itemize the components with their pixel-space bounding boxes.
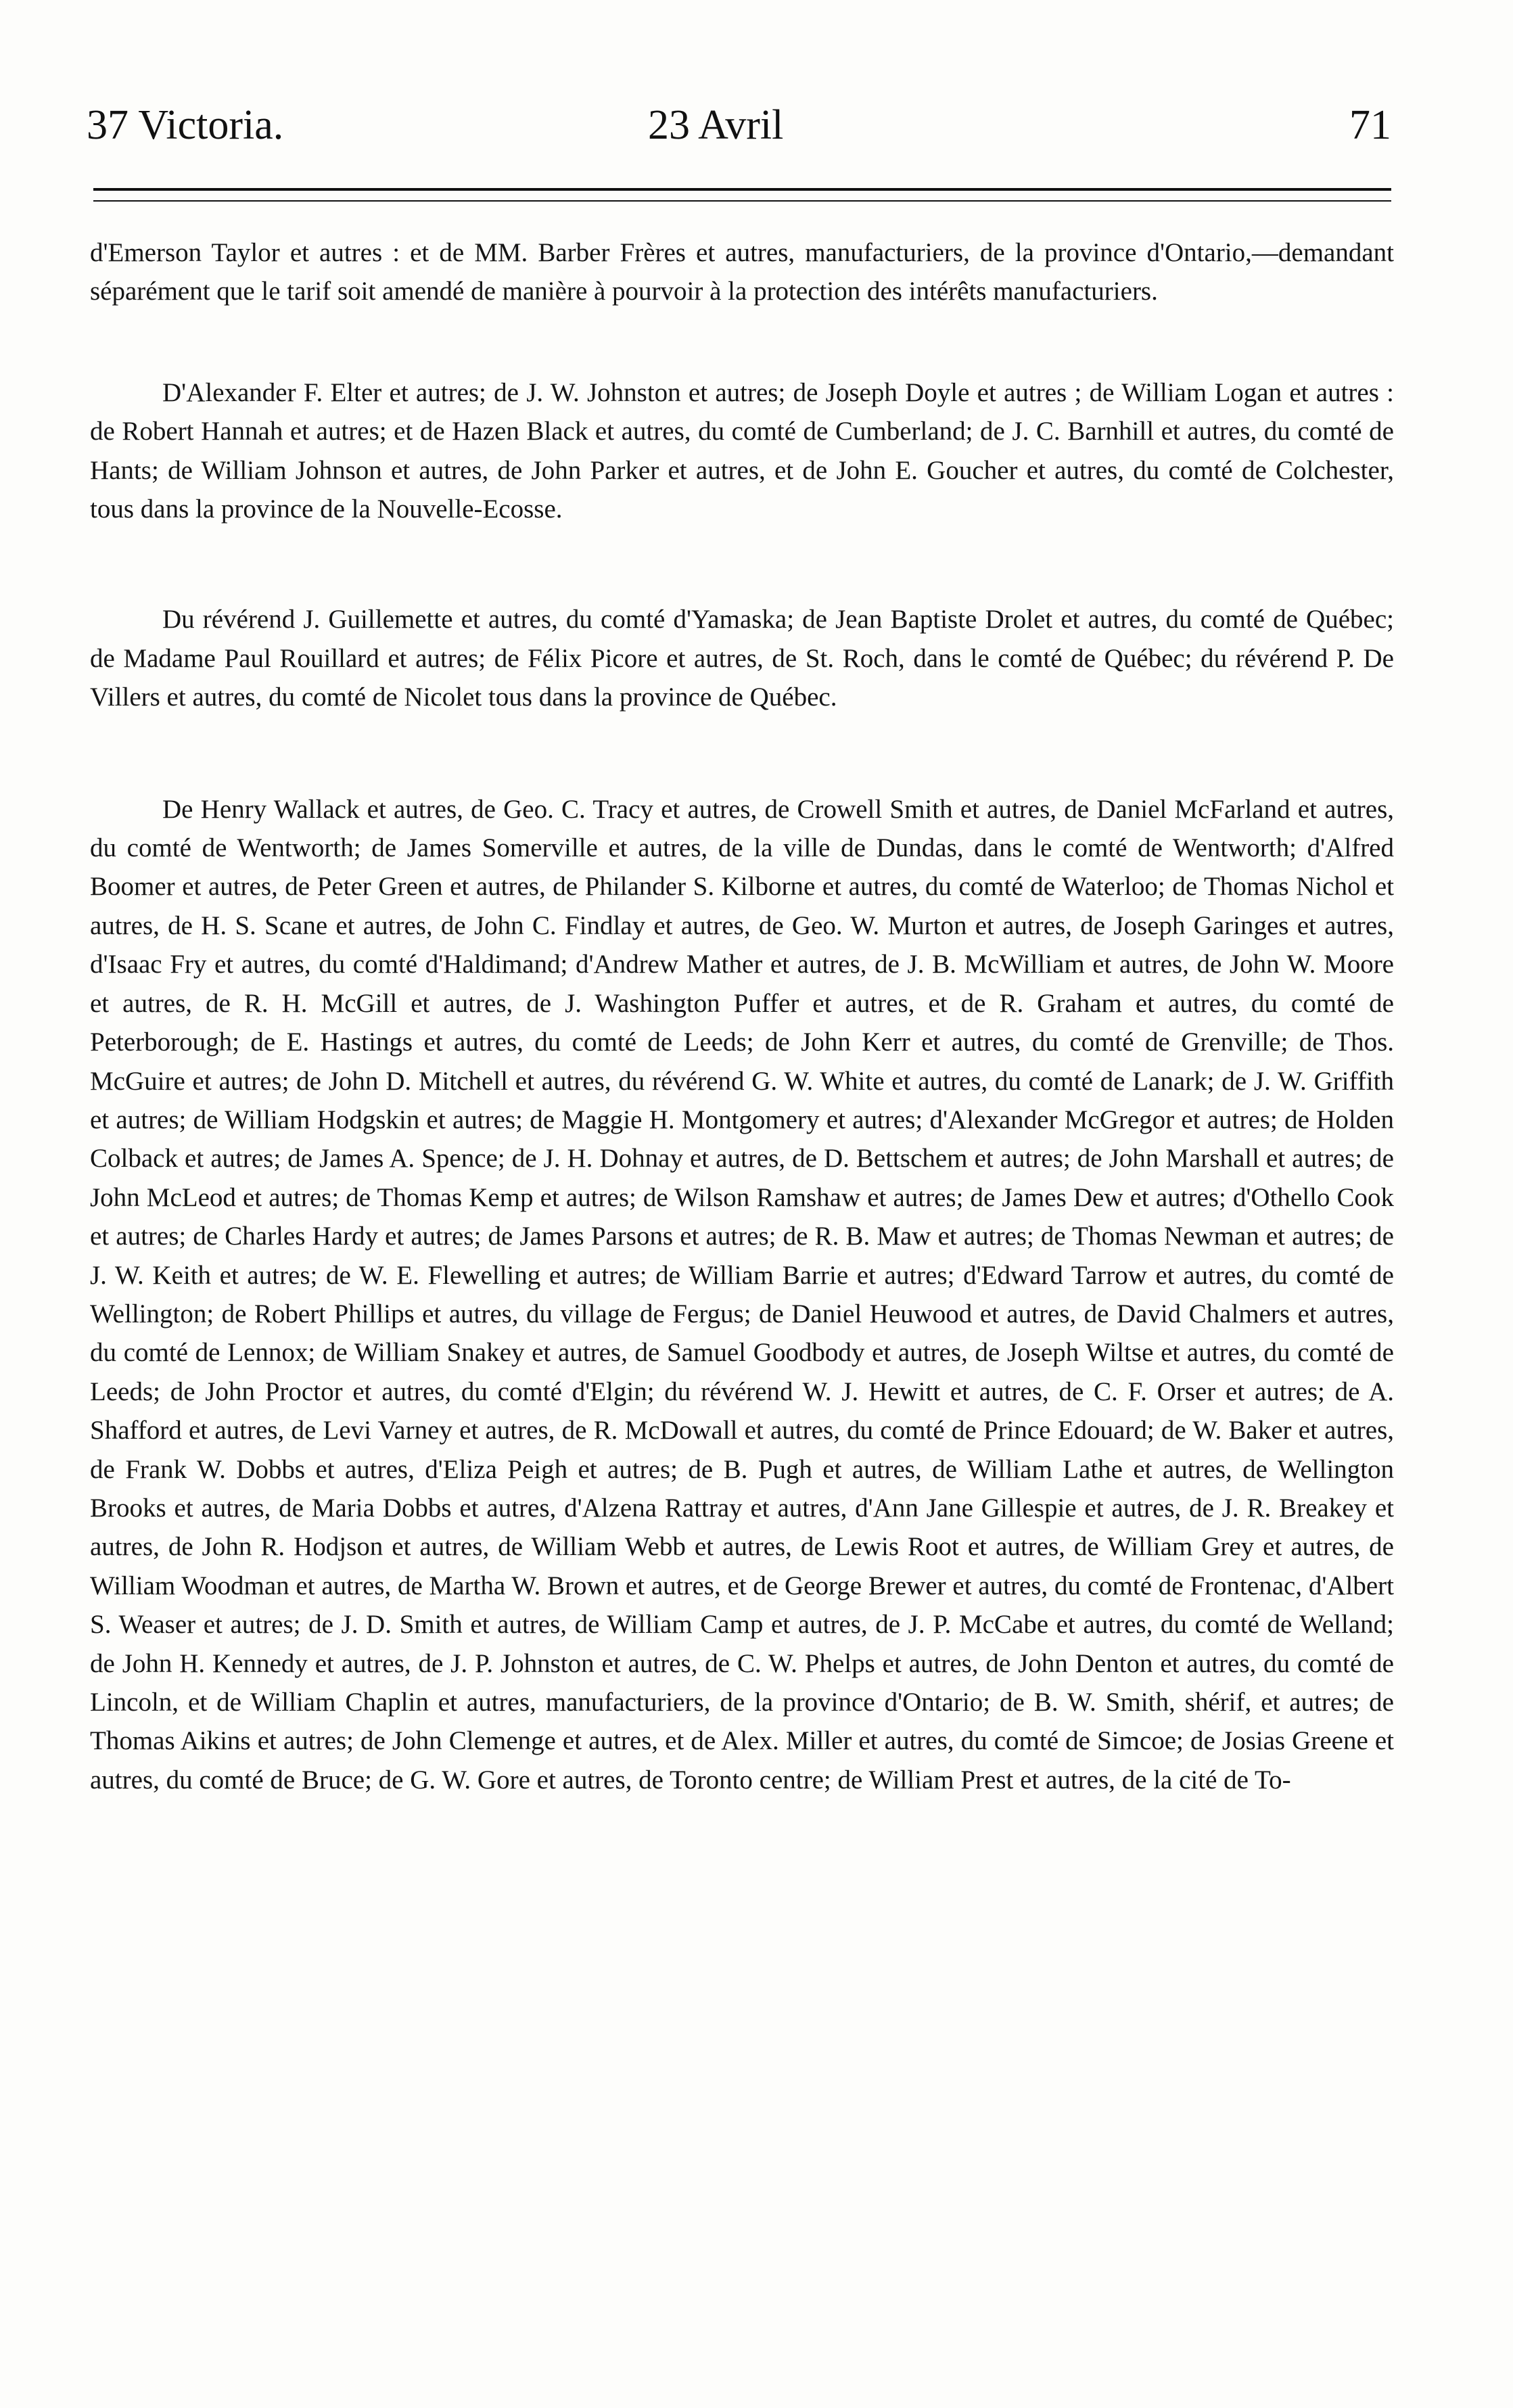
running-header [87,101,1391,162]
paragraph-spacer [90,311,1394,373]
paragraph-spacer [90,717,1394,790]
header-date: 23 Avril [648,102,784,148]
paragraph-spacer [90,528,1394,600]
paragraph-1: d'Emerson Taylor et autres : et de MM. Barber Frères et autres, manufacturiers, de la province d'Ontario,—demandant séparément que le tarif soit amendé de manière à pourvoir à la protection des intérêts manufacturiers. [90,238,1394,306]
paragraph-2: D'Alexander F. Elter et autres; de J. W. Johnston et autres; de Joseph Doyle et autres ; de William Logan et autres : de Robert Hannah et autres; et de Hazen Black et autres, du comté de Cumberland; de J. C. Barnhill et autres, du comté de Hants; de William Johnson et autres, de John Parker et autres, et de John E. Goucher et autres, du comté de Colchester, tous dans la province de la Nouvelle-Ecosse. [90,377,1394,524]
paragraph-4: De Henry Wallack et autres, de Geo. C. Tracy et autres, de Crowell Smith et autres, de Daniel McFarland et autres, du comté de Wentworth; de James Somerville et autres, de la ville de Dundas, dans le comté de Wentworth; d'Alfred Boomer et autres, de Peter Green et autres, de Philander S. Kilborne et autres, du comté de Waterloo; de Thomas Nichol et autres, de H. S. Scane et autres, de John C. Findlay et autres, de Geo. W. Murton et autres, de Joseph Garinges et autres, d'Isaac Fry et autres, du comté d'Haldimand; d'Andrew Mather et autres, de J. B. McWilliam et autres, de John W. Moore et autres, de R. H. McGill et autres, de J. Washington Puffer et autres, et de R. Graham et autres, du comté de Peterborough; de E. Hastings et autres, du comté de Leeds; de John Kerr et autres, du comté de Grenville; de Thos. McGuire et autres; de John D. Mitchell et autres, du révérend G. W. White et autres, du comté de Lanark; de J. W. Griffith et autres; de William Hodgskin et autres; de Maggie H. Montgomery et autres; d'Alexander McGregor et autres; de Holden Colback et autres; de James A. Spence; de J. H. Dohnay et autres, de D. Bettschem et autres; de John Marshall et autres; de John McLeod et autres; de Thomas Kemp et autres; de Wilson Ramshaw et autres; de James Dew et autres; d'Othello Cook et autres; de Charles Hardy et autres; de James Parsons et autres; de R. B. Maw et autres; de Thomas Newman et autres; de J. W. Keith et autres; de W. E. Flewelling et autres; de William Barrie et autres; d'Edward Tarrow et autres, du comté de Wellington; de Robert Phillips et autres, du village de Fergus; de Daniel Heuwood et autres, de David Chalmers et autres, du comté de Lennox; de William Snakey et autres, de Samuel Goodbody et autres, de Joseph Wiltse et autres, du comté de Leeds; de John Proctor et autres, du comté d'Elgin; du révérend W. J. Hewitt et autres, de C. F. Orser et autres; de A. Shafford et autres, de Levi Varney et autres, de R. McDowall et autres, du comté de Prince Edouard; de W. Baker et autres, de Frank W. Dobbs et autres, d'Eliza Peigh et autres; de B. Pugh et autres, de William Lathe et autres, de Wellington Brooks et autres, de Maria Dobbs et autres, d'Alzena Rattray et autres, d'Ann Jane Gillespie et autres, de J. R. Breakey et autres, de John R. Hodjson et autres, de William Webb et autres, de Lewis Root et autres, de William Grey et autres, de William Woodman et autres, de Martha W. Brown et autres, et de George Brewer et autres, du comté de Frontenac, d'Albert S. Weaser et autres; de J. D. Smith et autres, de William Camp et autres, de J. P. McCabe et autres, du comté de Welland; de John H. Kennedy et autres, de J. P. Johnston et autres, de C. W. Phelps et autres, de John Denton et autres, du comté de Lincoln, et de William Chaplin et autres, manufacturiers, de la province d'Ontario; de B. W. Smith, shérif, et autres; de Thomas Aikins et autres; de John Clemenge et autres, et de Alex. Miller et autres, du comté de Simcoe; de Josias Greene et autres, du comté de Bruce; de G. W. Gore et autres, de Toronto centre; de William Prest et autres, de la cité de To- [90,794,1394,1795]
header-rule-thin [93,200,1391,202]
page-number: 71 [1349,102,1391,148]
header-rule-thick [93,188,1391,191]
header-session: 37 Victoria. [87,102,284,148]
page-body [90,233,1394,1799]
paragraph-3: Du révérend J. Guillemette et autres, du comté d'Yamaska; de Jean Baptiste Drolet et autres, du comté de Québec; de Madame Paul Rouillard et autres; de Félix Picore et autres, de St. Roch, dans le comté de Québec; du révérend P. De Villers et autres, du comté de Nicolet tous dans la province de Québec. [90,605,1394,712]
